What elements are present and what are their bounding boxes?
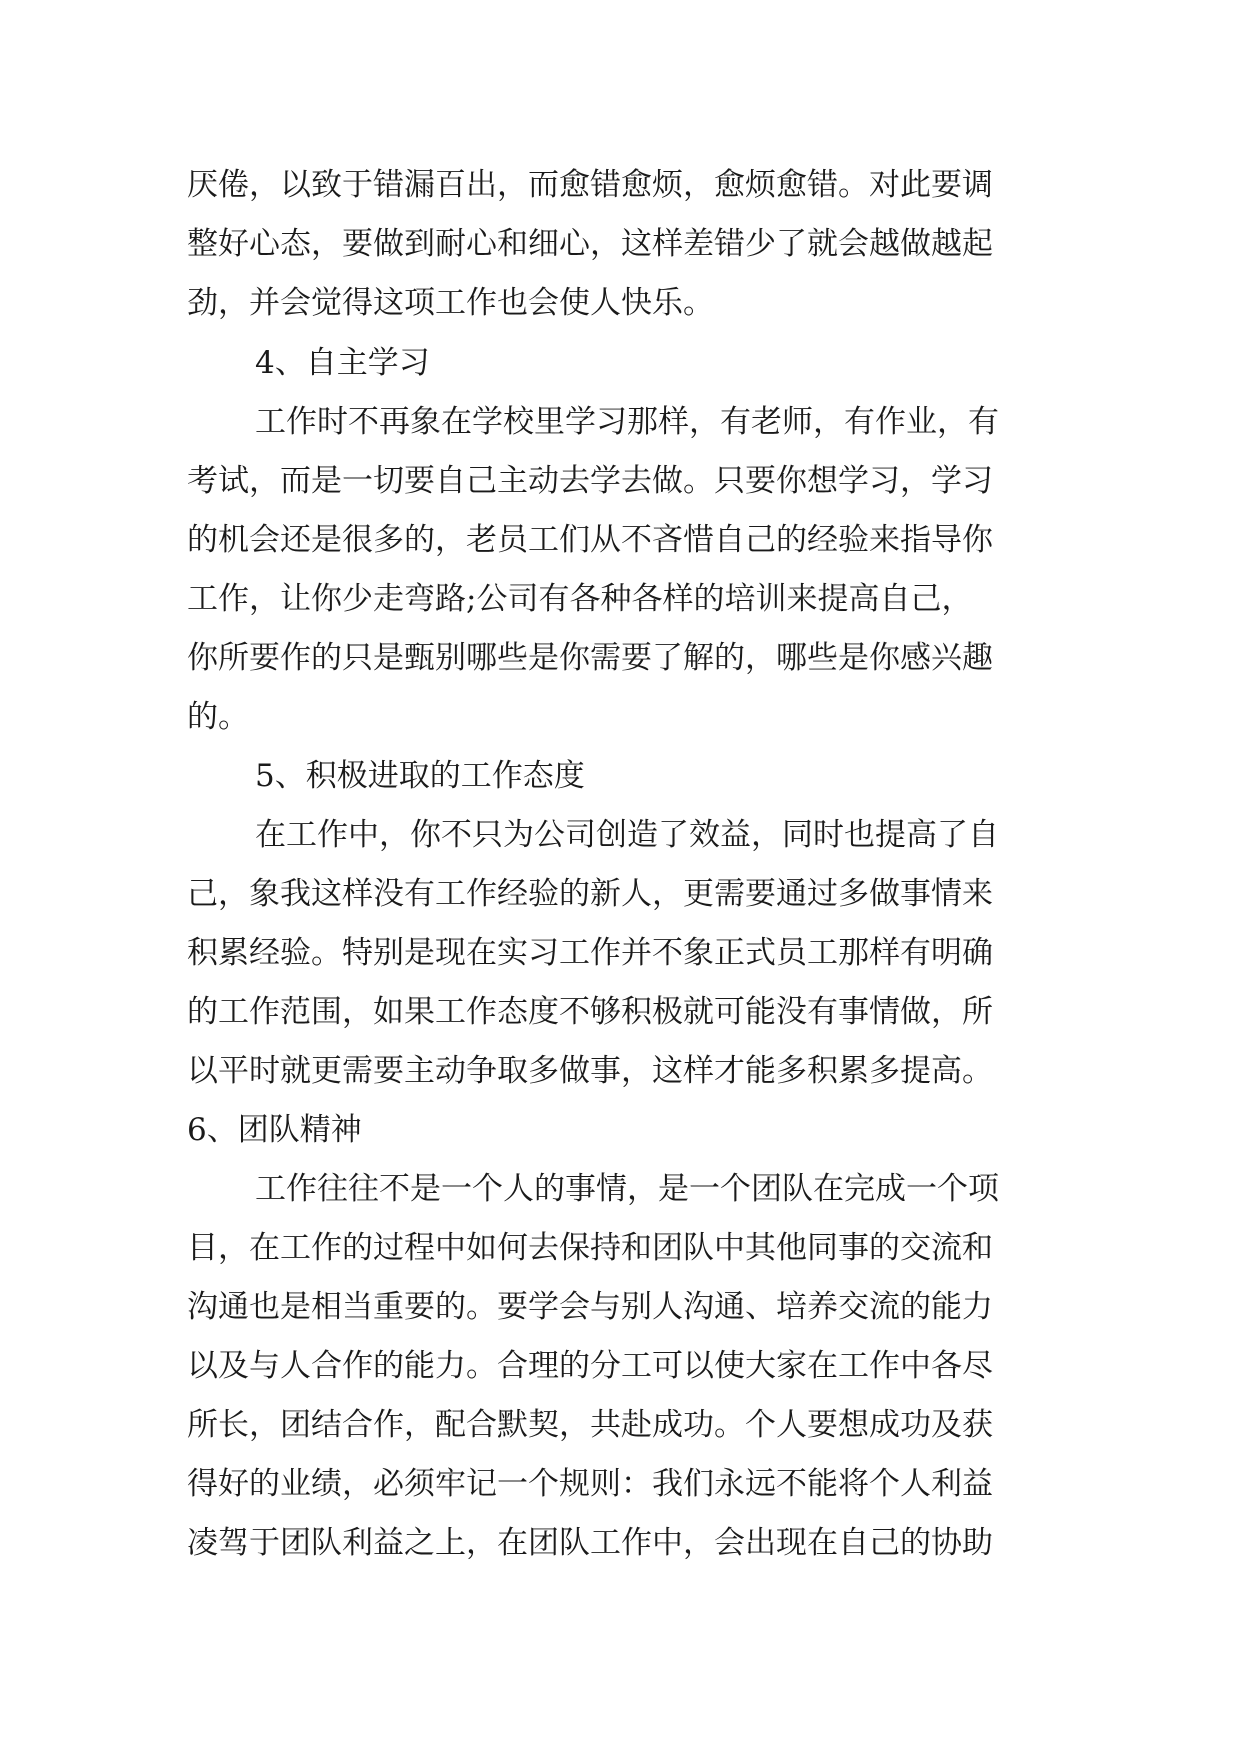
paragraph-line: 整好心态，要做到耐心和细心，这样差错少了就会越做越起 — [187, 226, 993, 262]
section-heading-5: 5、积极进取的工作态度 — [255, 758, 585, 794]
paragraph-line: 以平时就更需要主动争取多做事，这样才能多积累多提高。 — [187, 1053, 993, 1089]
paragraph-line: 考试，而是一切要自己主动去学去做。只要你想学习，学习 — [187, 463, 993, 499]
paragraph-line: 积累经验。特别是现在实习工作并不象正式员工那样有明确 — [187, 935, 993, 971]
paragraph-line: 工作往往不是一个人的事情，是一个团队在完成一个项 — [255, 1171, 999, 1207]
section-heading-6: 6、团队精神 — [187, 1112, 362, 1148]
paragraph-line: 你所要作的只是甄别哪些是你需要了解的，哪些是你感兴趣 — [187, 640, 993, 676]
section-heading-4: 4、自主学习 — [255, 345, 430, 381]
paragraph-line: 以及与人合作的能力。合理的分工可以使大家在工作中各尽 — [187, 1348, 993, 1384]
paragraph-line: 凌驾于团队利益之上，在团队工作中，会出现在自己的协助 — [187, 1525, 993, 1561]
paragraph-line: 工作时不再象在学校里学习那样，有老师，有作业，有 — [255, 404, 999, 440]
paragraph-line: 所长，团结合作，配合默契，共赴成功。个人要想成功及获 — [187, 1407, 993, 1443]
paragraph-line: 厌倦，以致于错漏百出，而愈错愈烦，愈烦愈错。对此要调 — [187, 167, 993, 203]
paragraph-line: 目，在工作的过程中如何去保持和团队中其他同事的交流和 — [187, 1230, 993, 1266]
paragraph-line: 工作，让你少走弯路;公司有各种各样的培训来提高自己， — [187, 581, 973, 617]
paragraph-line: 的机会还是很多的，老员工们从不吝惜自己的经验来指导你 — [187, 522, 993, 558]
paragraph-line: 得好的业绩，必须牢记一个规则：我们永远不能将个人利益 — [187, 1466, 993, 1502]
paragraph-line: 在工作中，你不只为公司创造了效益，同时也提高了自 — [255, 817, 999, 853]
paragraph-line: 沟通也是相当重要的。要学会与别人沟通、培养交流的能力 — [187, 1289, 993, 1325]
paragraph-line: 劲，并会觉得这项工作也会使人快乐。 — [187, 285, 714, 321]
paragraph-line: 的。 — [187, 699, 249, 735]
paragraph-line: 己，象我这样没有工作经验的新人，更需要通过多做事情来 — [187, 876, 993, 912]
paragraph-line: 的工作范围，如果工作态度不够积极就可能没有事情做，所 — [187, 994, 993, 1030]
